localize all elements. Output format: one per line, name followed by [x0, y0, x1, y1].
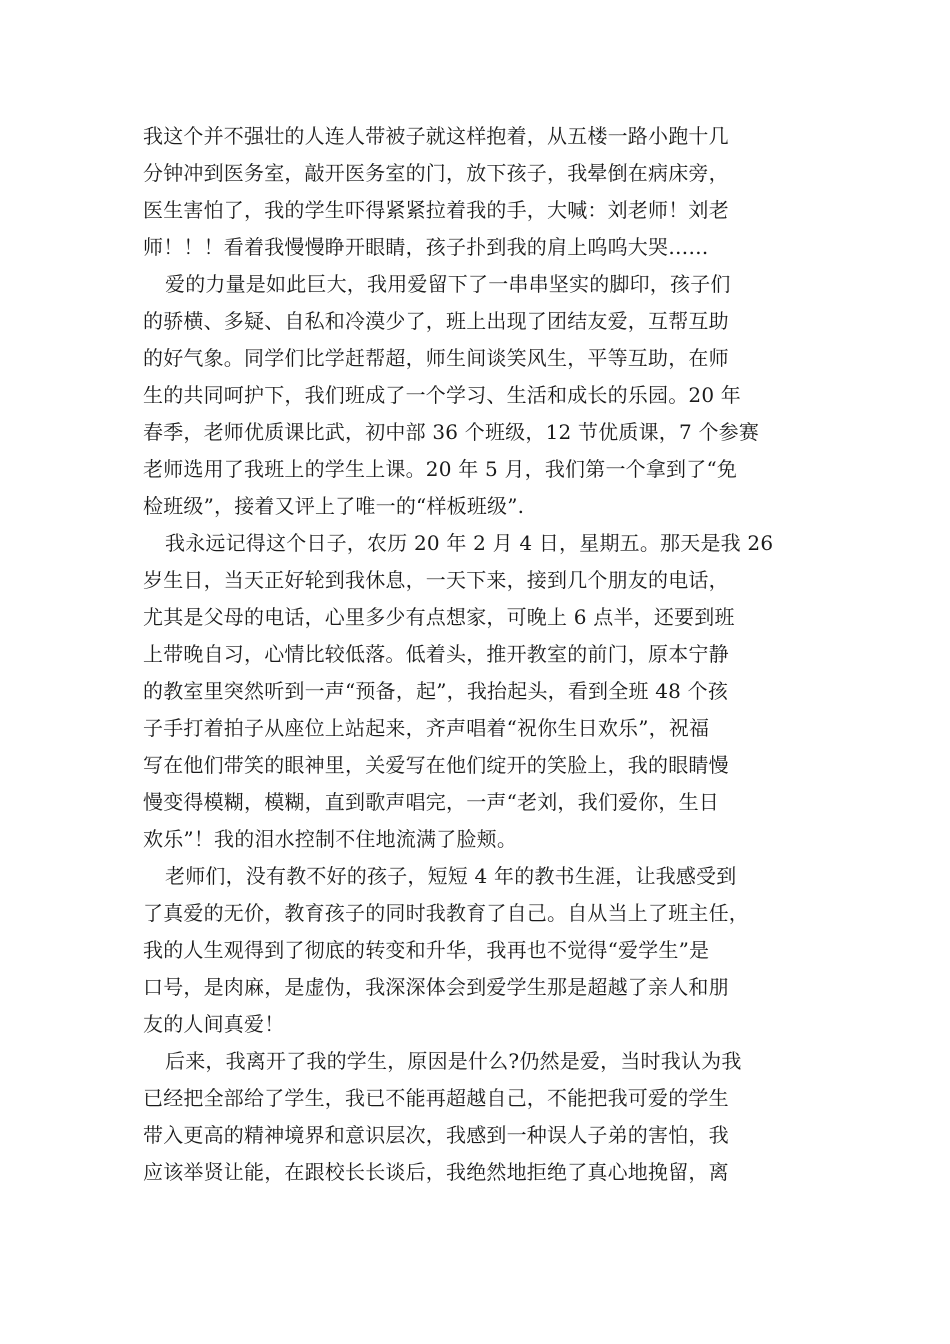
text-line: 上带晚自习，心情比较低落。低着头，推开教室的前门，原本宁静 — [143, 642, 729, 666]
text-line: 子手打着拍子从座位上站起来，齐声唱着“祝你生日欢乐”，祝福 — [143, 716, 710, 740]
paragraph — [143, 266, 807, 525]
text-line: 医生害怕了，我的学生吓得紧紧拉着我的手，大喊：刘老师！刘老 — [143, 198, 729, 222]
document-body — [143, 118, 807, 1191]
text-line: 了真爱的无价，教育孩子的同时我教育了自己。自从当上了班主任， — [143, 901, 749, 925]
text-line: 我永远记得这个日子，农历 20 年 2 月 4 日，星期五。那天是我 26 — [165, 531, 774, 555]
text-line: 带入更高的精神境界和意识层次，我感到一种误人子弟的害怕，我 — [143, 1123, 729, 1147]
text-line: 的骄横、多疑、自私和冷漠少了，班上出现了团结友爱，互帮互助 — [143, 309, 729, 333]
text-line: 岁生日，当天正好轮到我休息，一天下来，接到几个朋友的电话， — [143, 568, 729, 592]
text-line: 我这个并不强壮的人连人带被子就这样抱着，从五楼一路小跑十几 — [143, 124, 729, 148]
text-line: 的教室里突然听到一声“预备，起”，我抬起头，看到全班 48 个孩 — [143, 679, 729, 703]
text-line: 爱的力量是如此巨大，我用爱留下了一串串坚实的脚印，孩子们 — [165, 272, 731, 296]
text-line: 春季，老师优质课比武，初中部 36 个班级，12 节优质课，7 个参赛 — [143, 420, 760, 444]
text-line: 欢乐”！我的泪水控制不住地流满了脸颊。 — [143, 827, 518, 851]
text-line: 写在他们带笑的眼神里，关爱写在他们绽开的笑脸上，我的眼睛慢 — [143, 753, 729, 777]
text-line: 口号，是肉麻，是虚伪，我深深体会到爱学生那是超越了亲人和朋 — [143, 975, 729, 999]
paragraph — [143, 858, 807, 1043]
text-line: 分钟冲到医务室，敲开医务室的门，放下孩子，我晕倒在病床旁， — [143, 161, 729, 185]
text-line: 慢变得模糊，模糊，直到歌声唱完，一声“老刘，我们爱你，生日 — [143, 790, 720, 814]
text-line: 生的共同呵护下，我们班成了一个学习、生活和成长的乐园。20 年 — [143, 383, 742, 407]
paragraph — [143, 1043, 807, 1191]
paragraph — [143, 118, 807, 266]
text-line: 应该举贤让能，在跟校长长谈后，我绝然地拒绝了真心地挽留，离 — [143, 1160, 729, 1184]
text-line: 已经把全部给了学生，我已不能再超越自己，不能把我可爱的学生 — [143, 1086, 729, 1110]
paragraph — [143, 525, 807, 858]
text-line: 检班级”，接着又评上了唯一的“样板班级”. — [143, 494, 525, 518]
text-line: 友的人间真爱！ — [143, 1012, 285, 1036]
text-line: 的好气象。同学们比学赶帮超，师生间谈笑风生，平等互助，在师 — [143, 346, 729, 370]
text-line: 我的人生观得到了彻底的转变和升华，我再也不觉得“爱学生”是 — [143, 938, 710, 962]
text-line: 老师选用了我班上的学生上课。20 年 5 月，我们第一个拿到了“免 — [143, 457, 738, 481]
text-line: 师！！！看着我慢慢睁开眼睛，孩子扑到我的肩上呜呜大哭…… — [143, 235, 709, 259]
text-line: 老师们，没有教不好的孩子，短短 4 年的教书生涯，让我感受到 — [165, 864, 737, 888]
text-line: 尤其是父母的电话，心里多少有点想家，可晚上 6 点半，还要到班 — [143, 605, 735, 629]
text-line: 后来，我离开了我的学生，原因是什么?仍然是爱，当时我认为我 — [165, 1049, 742, 1073]
